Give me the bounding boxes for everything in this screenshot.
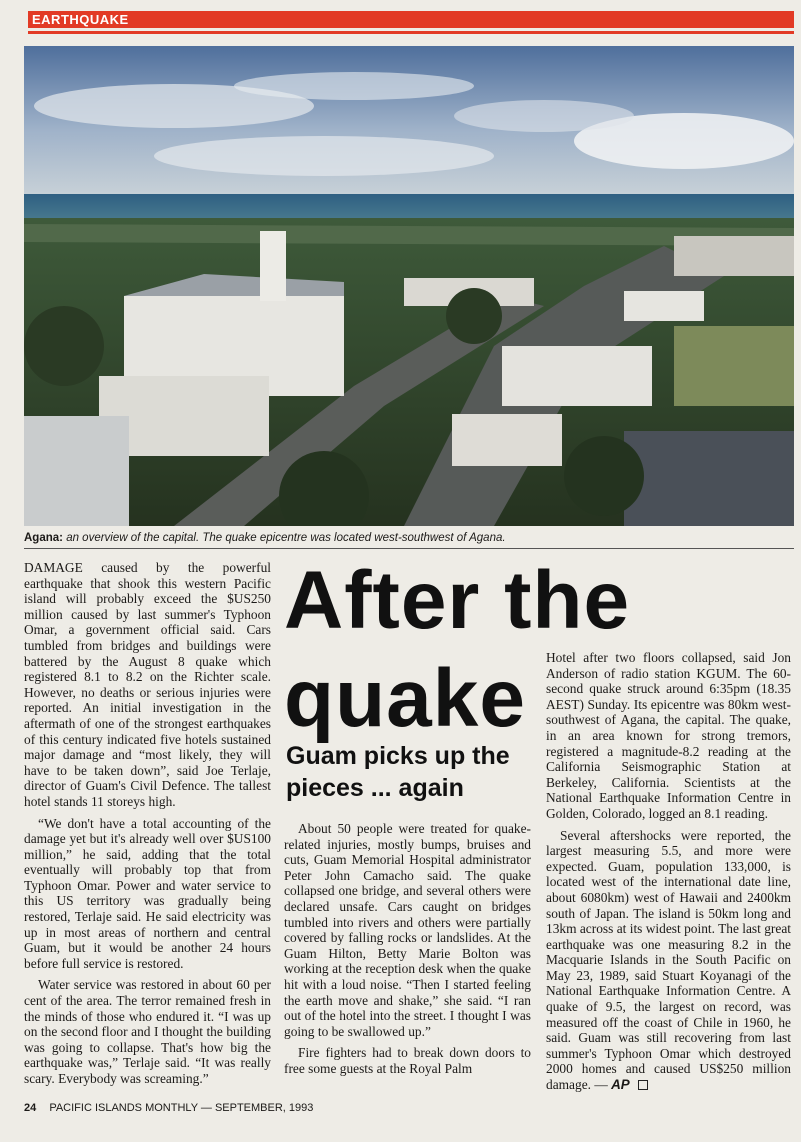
article-paragraph: Water service was restored in about 60 per cent of the area. The terror remained fresh in the minds of those who endured it. “I was up on the second floor and I thought the building was going to collapse. That's how big the earthquake was,” Terlaje said. “It was really scary. Everybody was screaming.” [24, 977, 271, 1086]
end-mark-icon [638, 1080, 648, 1090]
subheadline: Guam picks up the pieces ... again [286, 742, 510, 802]
aerial-city-photo-icon [24, 46, 794, 526]
article-paragraph: Hotel after two floors collapsed, said Jon Anderson of radio station KGUM. The 60-second quake struck around 6:35pm (18.35 AEST) Sunday. Its epicentre was 80km west-southwest of Agana, the capital. The quake, in an area known for strong tremors, registered a magnitude-8.2 reading at the California Seismographic Station at Berkeley, California. Scientists at the National Earthquake Information Centre in Golden, Colorado, logged an 8.1 reading. [546, 650, 791, 821]
photo-caption [24, 529, 794, 547]
publication-name: PACIFIC ISLANDS MONTHLY — SEPTEMBER, 1993 [49, 1102, 314, 1114]
article-column-3 [546, 650, 791, 1099]
article-paragraph: About 50 people were treated for quake-related injuries, mostly bumps, bruises and cuts, Guam Memorial Hospital administrator Peter John Camacho said. The quake collapsed one bridge, and several others were declared unsafe. Cars caught on bridges tumbled into rivers and others were partially covered by falling rocks or landslides. At the Guam Hilton, Betty Marie Bolton was working at the reception desk when the quake hit with a loud noise. “Then I started feeling the earth move and shake,” she said. “I ran out of the hotel into the street. I thought I was going to be swallowed up.” [284, 821, 531, 1039]
article-paragraph: Fire fighters had to break down doors to free some guests at the Royal Palm [284, 1045, 531, 1076]
news-agency-credit: AP [611, 1077, 630, 1093]
article-paragraph: DAMAGE caused by the powerful earthquake that shook this western Pacific island will probably exceed the $US250 million caused by last summer's Typhoon Omar, a government official said. Cars tumbled from bridges and buildings were battered by the August 8 quake which registered 8.1 to 8.2 on the Richter scale. However, no deaths or serious injuries were reported. An initial investigation in the aftermath of one of the strongest earthquakes of this century indicated five hotels sustained major damage and “most likely, they will have to be taken down”, said Joe Terlaje, director of Guam's Civil Defence. The tallest hotel stands 11 storeys high. [24, 560, 271, 809]
article-paragraph: “We don't have a total accounting of the damage yet but it's already well over $US100 million,” he said, adding that the total eventually will probably top that from Typhoon Omar. Power and water service to this US territory was gradually being restored, Terlaje said. He said electricity was up in most areas of northern and central Guam, but it would be another 24 hours before full service is restored. [24, 815, 271, 971]
caption-lead: Agana: [24, 532, 63, 544]
article-column-2 [284, 821, 531, 1083]
section-rule [28, 31, 794, 34]
page-footer [24, 1100, 313, 1116]
caption-text: an overview of the capital. The quake epicentre was located west-southwest of Agana. [66, 532, 506, 544]
section-label: EARTHQUAKE [32, 12, 129, 27]
section-header-bar [28, 11, 794, 28]
headline-line-1: After the [284, 555, 631, 646]
article-paragraph-text: Several aftershocks were reported, the largest measuring 5.5, and more were expected. Guam, population 133,000, is located west of the international date line, about 6080km) west of Hawaii and 2400km south of Japan. The island is 50km long and 13km across at its widest point. The last great earthquake was one measuring 8.2 in the Macquarie Islands in the South Pacific on May 23, 1989, said Stuart Koyanagi of the National Earthquake Information Centre. A quake of 9.5, the largest on record, was measured off the coast of Chile in 1960, he said. Guam was still recovering from last summer's Typhoon Omar which destroyed 2000 homes and caused US$250 million damage. — [546, 827, 791, 1093]
headline-line-2: quake [284, 653, 526, 744]
page-number: 24 [24, 1102, 37, 1114]
article-column-1 [24, 560, 271, 1093]
article-paragraph [546, 828, 791, 1093]
caption-rule [24, 548, 794, 549]
